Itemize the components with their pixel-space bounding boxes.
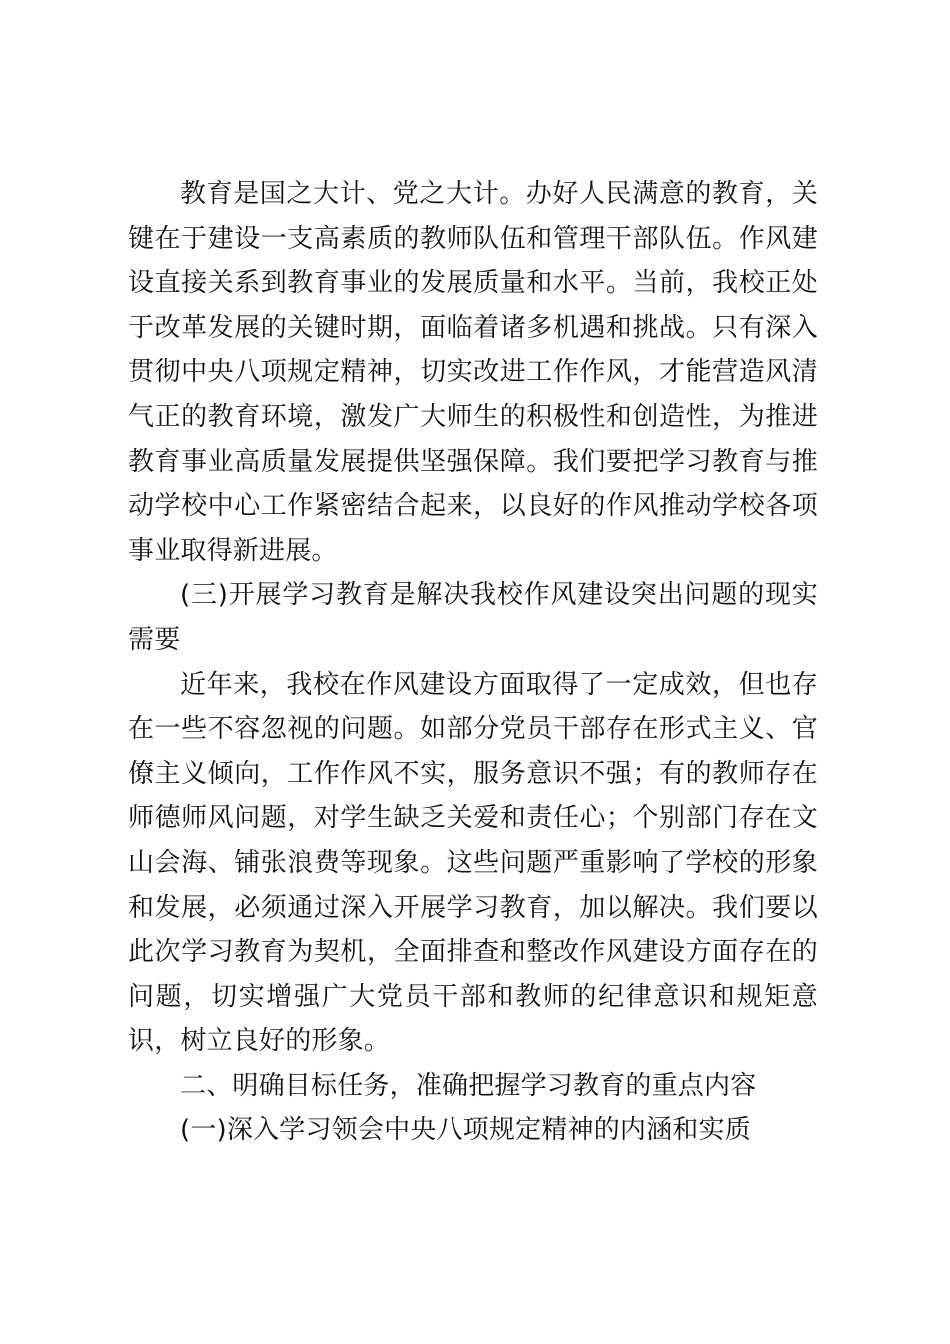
subheading-one: (一)深入学习领会中央八项规定精神的内涵和实质 xyxy=(180,1115,751,1146)
subheading-three: (三)开展学习教育是解决我校作风建设突出问题的现实需要 xyxy=(128,580,818,655)
document-body xyxy=(128,172,818,1153)
section-heading-two: 二、明确目标任务，准确把握学习教育的重点内容 xyxy=(180,1070,757,1101)
paragraph-education-importance: 教育是国之大计、党之大计。办好人民满意的教育，关键在于建设一支高素质的教师队伍和管理干部队伍。作风建设直接关系到教育事业的发展质量和水平。当前，我校正处于改革发展的关键时期，面临着诸多机遇和挑战。只有深入贯彻中央八项规定精神，切实改进工作作风，才能营造风清气正的教育环境，激发广大师生的积极性和创造性，为推进教育事业高质量发展提供坚强保障。我们要把学习教育与推动学校中心工作紧密结合起来，以良好的作风推动学校各项事业取得新进展。 xyxy=(128,179,818,566)
paragraph-existing-problems: 近年来，我校在作风建设方面取得了一定成效，但也存在一些不容忽视的问题。如部分党员干部存在形式主义、官僚主义倾向，工作作风不实，服务意识不强；有的教师存在师德师风问题，对学生缺乏关爱和责任心；个别部门存在文山会海、铺张浪费等现象。这些问题严重影响了学校的形象和发展，必须通过深入开展学习教育，加以解决。我们要以此次学习教育为契机，全面排查和整改作风建设方面存在的问题，切实增强广大党员干部和教师的纪律意识和规矩意识，树立良好的形象。 xyxy=(128,669,818,1057)
